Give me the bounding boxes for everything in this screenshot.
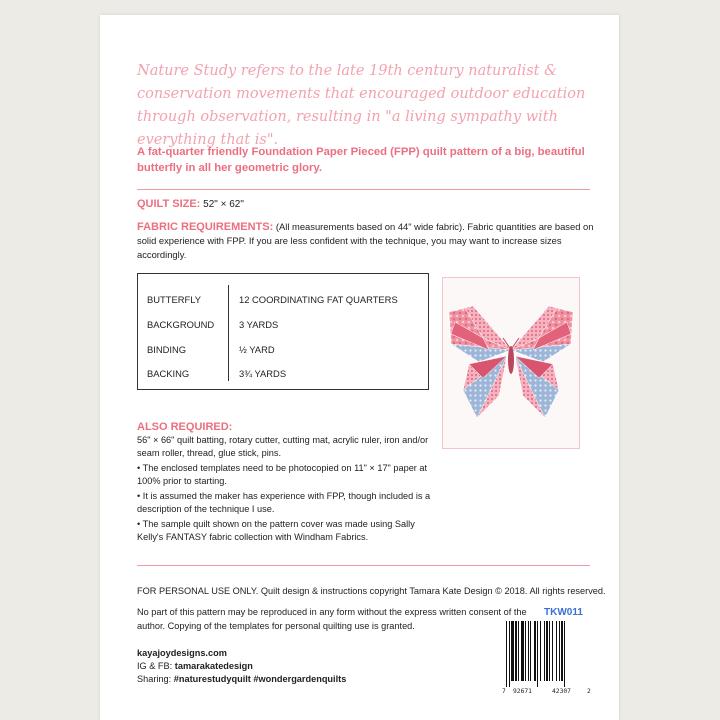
reproduction-notice: No part of this pattern may be reproduced in any form without the express written consent of the author. Copying of the templates for personal quilting use is granted. [137,607,527,631]
barcode-bar [534,621,536,681]
barcode-bar [564,621,565,687]
barcode-group: 42307 [552,688,571,695]
barcode-bar [540,621,541,681]
barcode-bar [515,621,517,681]
barcode-bars [502,621,592,687]
barcode-bar [544,621,545,681]
table-cell-item: BACKGROUND [147,319,215,330]
footer-contact [137,647,437,686]
quilt-size-label: QUILT SIZE: [137,198,201,210]
copyright-notice: FOR PERSONAL USE ONLY. Quilt design & instructions copyright Tamara Kate Design © 2018. All rights reserved. [137,586,606,596]
pattern-tagline: A fat-quarter friendly Foundation Paper Pieced (FPP) quilt pattern of a big, beautiful butterfly in all her geometric glory. [137,146,585,174]
barcode-bar [561,621,563,681]
website-link[interactable]: kayajoydesigns.com [137,648,227,658]
barcode-numbers [502,688,592,698]
fabric-table [137,273,429,390]
barcode-digit: 2 [587,688,591,695]
table-cell-item: BUTTERFLY [147,294,201,305]
barcode-bar [556,621,557,681]
barcode-bar [530,621,531,681]
intro-paragraph: Nature Study refers to the late 19th century naturalist & conservation movements that encouraged outdoor education through observation, resulting in "a living sympathy with everything that is". [137,63,586,148]
fabric-requirements [137,220,602,262]
barcode-bar [537,621,538,687]
fabric-requirements-text: (All measurements based on 44" wide fabric). Fabric quantities are based on solid experience with FPP. If you are less confident with the technique, you may want to increase sizes accordingly. [137,221,594,260]
quilt-size [137,198,597,210]
product-code: TKW011 [544,607,583,618]
barcode-bar [525,621,526,681]
social-handle-name[interactable]: tamarakatedesign [174,661,253,671]
pattern-back-cover [100,15,619,720]
divider-bottom [137,565,590,566]
social-prefix: IG & FB: [137,661,175,671]
divider-top [137,189,590,190]
barcode-bar [511,621,514,681]
table-divider [228,285,229,381]
barcode-bar [546,621,548,681]
barcode-bar [552,621,553,681]
also-required-text: 56" × 66" quilt batting, rotary cutter, cutting mat, acrylic ruler, iron and/or seam roller, thread, glue stick, pins. [137,435,429,458]
also-required [137,421,437,544]
barcode-digit: 7 [502,688,506,695]
barcode-bar [509,621,510,687]
butterfly-quilt-image [442,277,580,449]
fabric-requirements-label: FABRIC REQUIREMENTS: [137,221,274,233]
table-cell-amount: 3¾ YARDS [239,368,287,379]
barcode-bar [549,621,550,681]
list-item: • The enclosed templates need to be photocopied on 11" × 17" paper at 100% prior to starting. [137,463,428,486]
barcode-group: 92671 [513,688,532,695]
table-cell-item: BACKING [147,368,190,379]
table-cell-item: BINDING [147,344,187,355]
sharing-prefix: Sharing: [137,674,174,684]
barcode-bar [506,621,507,687]
butterfly-illustration [443,278,579,448]
sharing-hashtags [137,673,437,686]
list-item: • It is assumed the maker has experience with FPP, though included is a description of the technique I use. [137,491,431,514]
table-cell-amount: 3 YARDS [239,319,279,330]
barcode-bar [559,621,560,681]
also-required-label: ALSO REQUIRED: [137,421,233,433]
barcode-bar [518,621,519,681]
hashtags[interactable]: #naturestudyquilt #wondergardenquilts [173,674,347,684]
barcode-bar [521,621,524,681]
social-handle [137,660,437,673]
list-item: • The sample quilt shown on the pattern cover was made using Sally Kelly's FANTASY fabric collection with Windham Fabrics. [137,519,415,542]
table-cell-amount: ½ YARD [239,344,275,355]
barcode-bar [528,621,529,681]
quilt-size-value: 52" × 62" [203,199,244,210]
table-cell-amount: 12 COORDINATING FAT QUARTERS [239,294,398,305]
barcode [502,621,592,693]
